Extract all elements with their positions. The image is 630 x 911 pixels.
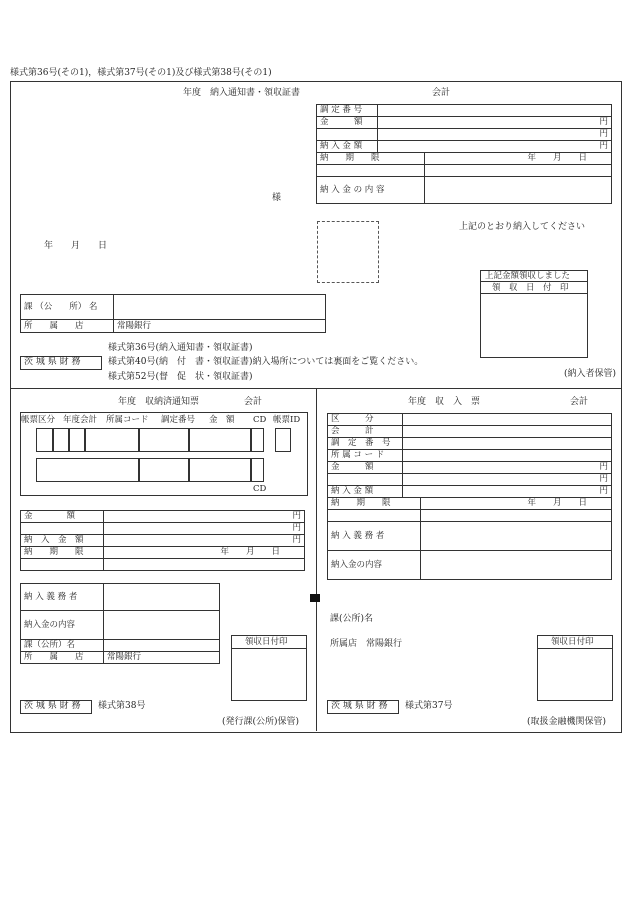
- br-naiyo-value[interactable]: [420, 551, 612, 580]
- bl-noki-extra[interactable]: [104, 559, 305, 571]
- code-cell-chotei[interactable]: [138, 428, 190, 452]
- stamp-line-2: [480, 293, 587, 294]
- document-header: 様式第36号(その1)，様式第37号(その1)及び様式第38号(その1): [10, 68, 272, 78]
- ryoshu-title: 上記金額領収しました: [485, 271, 571, 281]
- noki-label: 納 期 限: [317, 153, 425, 165]
- bl-gimusha-value[interactable]: [104, 584, 220, 611]
- chotei-value[interactable]: [378, 105, 612, 117]
- code2-cell-2[interactable]: [138, 458, 190, 482]
- br-nonyu-yen[interactable]: 円: [403, 486, 612, 498]
- bl-naiyo-value[interactable]: [104, 611, 220, 640]
- stamp-placeholder: [317, 221, 379, 283]
- bl-kingaku-yen-1[interactable]: 円: [104, 511, 305, 523]
- bl-kaikei: 会計: [244, 397, 263, 407]
- stamp-line-1: [480, 281, 587, 282]
- bl-noki-date[interactable]: 年 月 日: [104, 547, 305, 559]
- kingaku-yen-1[interactable]: 円: [378, 117, 612, 129]
- br-form: 様式第37号: [405, 701, 453, 711]
- top-kaikei: 会計: [432, 88, 451, 98]
- code-cell-shozoku[interactable]: [84, 428, 140, 452]
- cut-marker: [310, 594, 320, 602]
- br-stamp-line: [537, 648, 612, 649]
- br-gimusha-label: 納 入 義 務 者: [328, 522, 421, 551]
- br-kingaku-label: 金 額: [328, 462, 403, 474]
- noki-extra[interactable]: [425, 165, 612, 177]
- br-gimusha-value[interactable]: [420, 522, 612, 551]
- br-chotei-value[interactable]: [403, 438, 612, 450]
- code-cell-kingaku[interactable]: [188, 428, 252, 452]
- chotei-label: 調 定 番 号: [317, 105, 378, 117]
- form-line-1: 様式第36号(納入通知書・領収証書): [108, 343, 253, 353]
- top-office-table: [20, 294, 326, 333]
- bl-noki-label: 納 期 限: [21, 547, 104, 559]
- bl-party-table: [20, 583, 220, 664]
- bl-shozoku-label: 所 属 店: [21, 652, 104, 664]
- br-code-value[interactable]: [403, 450, 612, 462]
- bl-cd2: CD: [253, 484, 267, 494]
- br-noki-date[interactable]: 年 月 日: [420, 498, 612, 510]
- bl-keep: (発行課(公所)保管): [222, 717, 300, 727]
- vertical-divider: [316, 388, 317, 731]
- naiyo-value[interactable]: [425, 177, 612, 204]
- naiyo-label: 納 入 金 の 内 容: [317, 177, 425, 204]
- form-line-2: 様式第40号(納 付 書・領収証書)納入場所については裏面をご覧ください。: [108, 357, 424, 367]
- code2-cell-3[interactable]: [188, 458, 252, 482]
- br-ryoshu: 領収日付印: [551, 637, 594, 647]
- br-shozoku: 所属店 常陽銀行: [330, 639, 403, 649]
- br-ka: 課(公所)名: [330, 614, 374, 624]
- date-left: 年 月 日: [44, 241, 108, 251]
- ka-label: 課 （公 所） 名: [21, 295, 114, 320]
- top-keep-note: (納入者保管): [564, 369, 617, 379]
- code2-cell-cd[interactable]: [250, 458, 264, 482]
- bl-naiyo-label: 納入金の内容: [21, 611, 104, 640]
- br-ibaraki: 茨 城 県 財 務: [331, 701, 388, 711]
- ryoshu-date-label: 領 収 日 付 印: [492, 283, 569, 293]
- br-kaikei-label: 会 計: [328, 426, 403, 438]
- bl-header-1: 年度会計: [63, 415, 98, 425]
- bl-ka-label: 課（公所）名: [21, 640, 104, 652]
- top-title: 年度 納入通知書・領収証書: [183, 88, 301, 98]
- code-cell-id[interactable]: [275, 428, 291, 452]
- br-keep: (取扱金融機関保管): [527, 717, 607, 727]
- br-noki-extra[interactable]: [420, 510, 612, 522]
- bl-nonyu-yen[interactable]: 円: [104, 535, 305, 547]
- br-kaikei-value[interactable]: [403, 426, 612, 438]
- bl-amount-table: [20, 510, 305, 571]
- notice-text: 上記のとおり納入してください: [459, 222, 586, 232]
- nonyu-kingaku-label: 納 入 金 額: [317, 141, 378, 153]
- bl-header-0: 帳票区分: [21, 415, 56, 425]
- bl-nonyu-label: 納 入 金 額: [21, 535, 104, 547]
- bank-name: 常陽銀行: [114, 320, 326, 333]
- bl-title: 年度 収納済通知票: [118, 397, 200, 407]
- code-cell-cd[interactable]: [250, 428, 264, 452]
- sama-label: 様: [272, 193, 282, 203]
- bl-form: 様式第38号: [98, 701, 146, 711]
- br-kingaku-yen-1[interactable]: 円: [403, 462, 612, 474]
- br-kingaku-yen-2[interactable]: 円: [403, 474, 612, 486]
- br-kubun-label: 区 分: [328, 414, 403, 426]
- bl-ryoshu: 領収日付印: [245, 637, 288, 647]
- bl-gimusha-label: 納 入 義 務 者: [21, 584, 104, 611]
- bl-kingaku-yen-2[interactable]: 円: [104, 523, 305, 535]
- br-kubun-value[interactable]: [403, 414, 612, 426]
- ibaraki-top: 茨 城 県 財 務: [24, 357, 81, 367]
- bl-header-4: 金 額: [209, 415, 235, 425]
- br-title: 年度 収 入 票: [408, 397, 481, 407]
- br-nonyu-label: 納 入 金 額: [328, 486, 403, 498]
- br-chotei-label: 調 定 番 号: [328, 438, 403, 450]
- br-naiyo-label: 納入金の内容: [328, 551, 421, 580]
- noki-date[interactable]: 年 月 日: [425, 153, 612, 165]
- br-table: [327, 413, 612, 580]
- bl-header-3: 調定番号: [161, 415, 196, 425]
- form-line-3: 様式第52号(督 促 状・領収証書): [108, 372, 253, 382]
- shozoku-label: 所 属 店: [21, 320, 114, 333]
- bl-stamp-line: [231, 648, 306, 649]
- kingaku-yen-2[interactable]: 円: [378, 129, 612, 141]
- nonyu-kingaku-yen[interactable]: 円: [378, 141, 612, 153]
- bl-ka-value[interactable]: [104, 640, 220, 652]
- kingaku-label: 金 額: [317, 117, 378, 129]
- bl-ibaraki: 茨 城 県 財 務: [24, 701, 81, 711]
- code2-cell-1[interactable]: [36, 458, 140, 482]
- ka-value[interactable]: [114, 295, 326, 320]
- bl-kingaku-label: 金 額: [21, 511, 104, 523]
- bl-header-2: 所属コード: [106, 415, 149, 425]
- bl-header-6: 帳票ID: [273, 415, 301, 425]
- br-noki-label: 納 期 限: [328, 498, 421, 510]
- bl-header-5: CD: [253, 415, 267, 425]
- bl-bank: 常陽銀行: [104, 652, 220, 664]
- br-code-label: 所 属 コ ー ド: [328, 450, 403, 462]
- top-amount-table: [316, 104, 612, 204]
- br-kaikei: 会計: [570, 397, 589, 407]
